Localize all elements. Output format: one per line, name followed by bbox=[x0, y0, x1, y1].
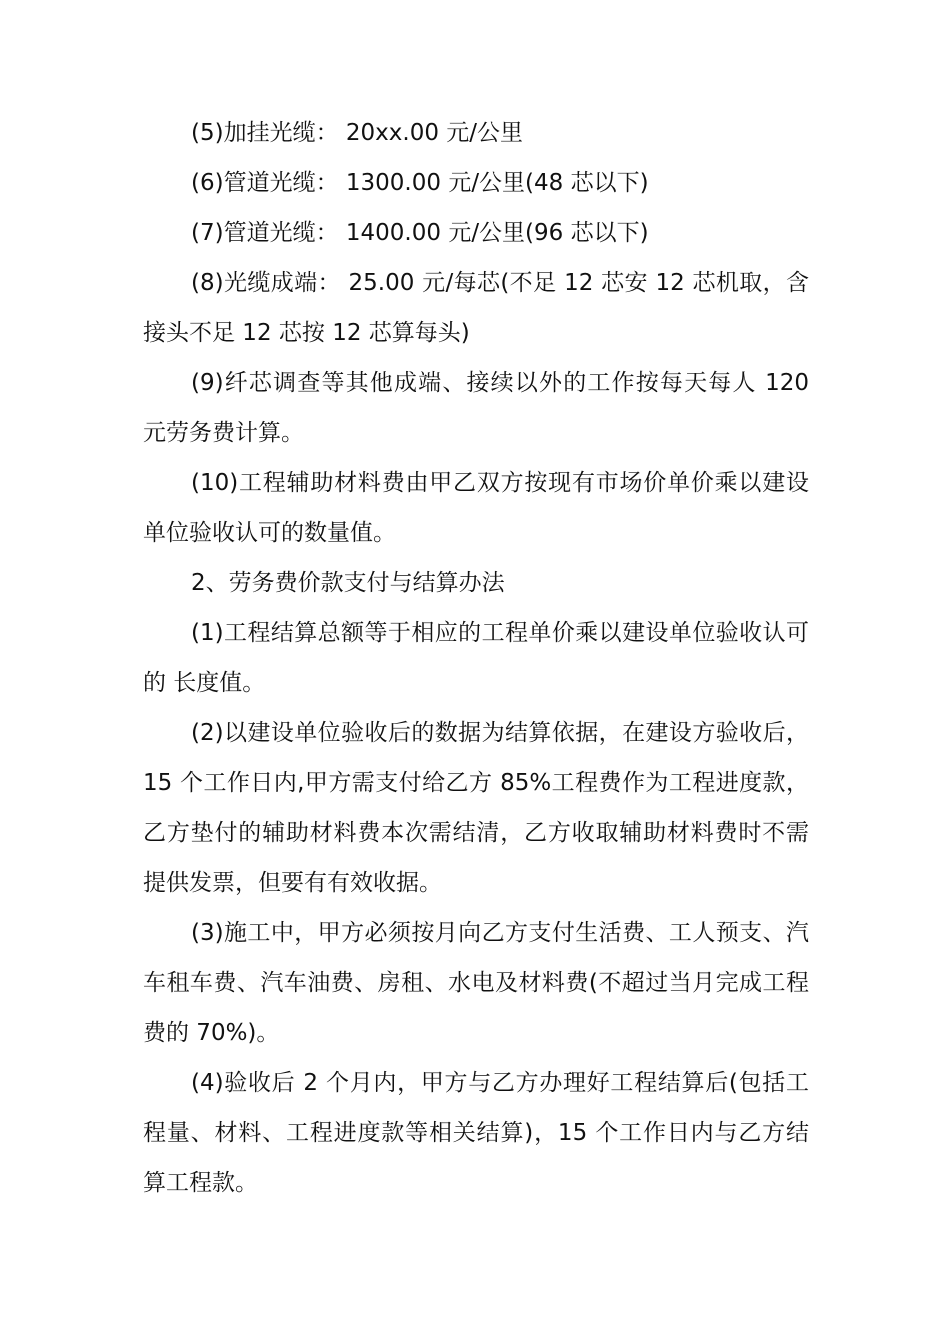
document-body bbox=[143, 108, 809, 1208]
paragraph-payment-2: (2)以建设单位验收后的数据为结算依据，在建设方验收后，15 个工作日内,甲方需支付给乙方 85%工程费作为工程进度款，乙方垫付的辅助材料费本次需结清，乙方收取辅助材料费时不需提供发票，但要有有效收据。 bbox=[143, 720, 809, 896]
paragraph-payment-4: (4)验收后 2 个月内，甲方与乙方办理好工程结算后(包括工程量、材料、工程进度款等相关结算)，15 个工作日内与乙方结算工程款。 bbox=[143, 1070, 809, 1196]
paragraph-item-10: (10)工程辅助材料费由甲乙双方按现有市场价单价乘以建设单位验收认可的数量值。 bbox=[143, 470, 809, 546]
paragraph-item-7: (7)管道光缆： 1400.00 元/公里(96 芯以下) bbox=[191, 220, 649, 246]
paragraph-item-9: (9)纤芯调查等其他成端、接续以外的工作按每天每人 120 元劳务费计算。 bbox=[143, 370, 809, 446]
paragraph-payment-3: (3)施工中，甲方必须按月向乙方支付生活费、工人预支、汽车租车费、汽车油费、房租、水电及材料费(不超过当月完成工程费的 70%)。 bbox=[143, 920, 809, 1046]
section-heading: 2、劳务费价款支付与结算办法 bbox=[191, 570, 505, 596]
paragraph-item-8: (8)光缆成端： 25.00 元/每芯(不足 12 芯安 12 芯机取，含接头不足 12 芯按 12 芯算每头) bbox=[143, 270, 809, 346]
paragraph-item-5: (5)加挂光缆： 20xx.00 元/公里 bbox=[191, 120, 524, 146]
paragraph-item-6: (6)管道光缆： 1300.00 元/公里(48 芯以下) bbox=[191, 170, 649, 196]
paragraph-payment-1: (1)工程结算总额等于相应的工程单价乘以建设单位验收认可的 长度值。 bbox=[143, 620, 809, 696]
